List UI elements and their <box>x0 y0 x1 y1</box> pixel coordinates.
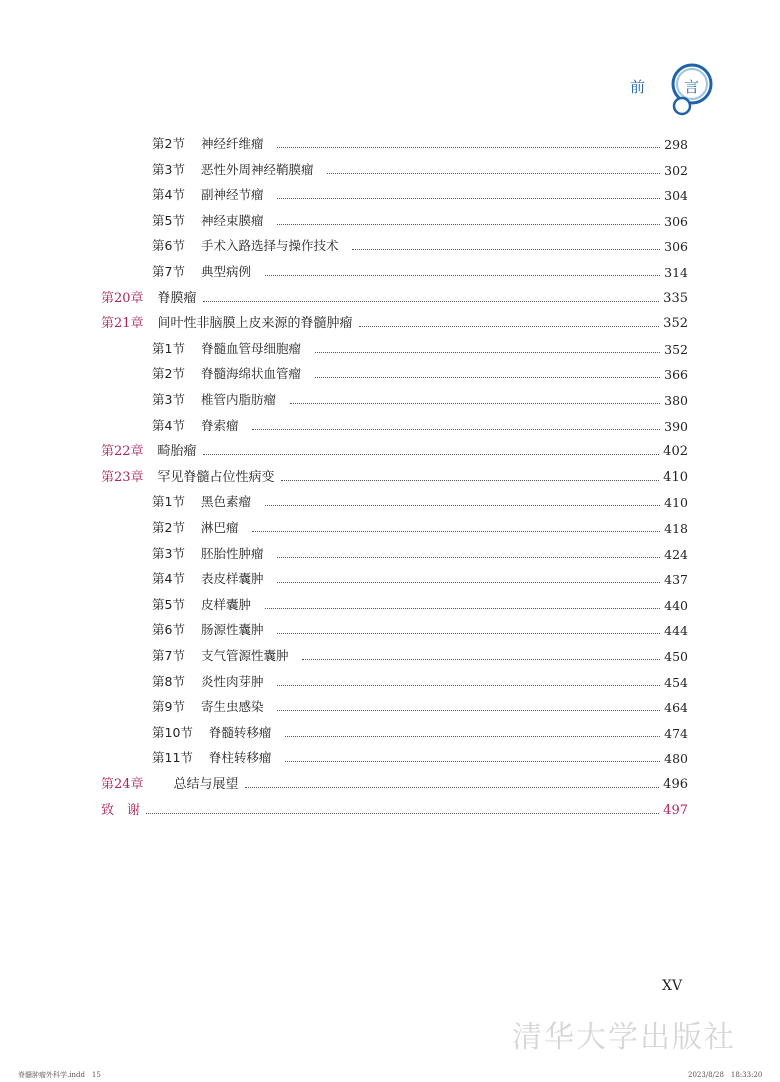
toc-section-row <box>152 693 688 715</box>
toc-section-row <box>152 719 688 741</box>
toc-dot-leader <box>359 325 660 327</box>
toc-dot-leader <box>277 556 660 558</box>
toc-section-row <box>152 642 688 664</box>
toc-page-number: 335 <box>663 290 688 306</box>
toc-number: 第22章 <box>101 444 144 460</box>
toc-section-row <box>152 565 688 587</box>
toc-page-number: 454 <box>664 674 688 690</box>
toc-section-row <box>152 181 688 203</box>
toc-dot-leader <box>265 274 660 276</box>
toc-number: 第5节 <box>152 596 185 612</box>
toc-section-row <box>152 130 688 152</box>
toc-title: 皮样囊肿 <box>200 596 251 612</box>
toc-section-row <box>152 360 688 382</box>
toc-number: 第4节 <box>152 571 185 587</box>
toc-title: 恶性外周神经鞘膜瘤 <box>200 161 314 177</box>
toc-title: 神经纤维瘤 <box>200 136 264 151</box>
page-number: XV <box>662 978 683 994</box>
toc-section-row <box>152 412 688 434</box>
toc-page-number: 298 <box>664 137 688 152</box>
footer-timestamp: 2023/8/28 18:33:20 <box>688 1071 763 1079</box>
toc-page-number: 480 <box>664 751 688 767</box>
toc-dot-leader <box>265 504 660 506</box>
toc-dot-leader <box>277 709 660 711</box>
toc-dot-leader <box>277 146 660 148</box>
toc-page-number: 444 <box>664 623 688 639</box>
toc-title: 神经束膜瘤 <box>200 212 264 228</box>
toc-dot-leader <box>315 376 660 378</box>
toc-number: 第3节 <box>152 545 185 561</box>
toc-dot-leader <box>277 197 660 199</box>
toc-number: 第4节 <box>152 187 185 203</box>
toc-number: 第6节 <box>152 622 185 638</box>
toc-title: 副神经节瘤 <box>200 187 264 203</box>
publisher-watermark: 清华大学出版社 <box>512 1020 736 1055</box>
toc-number: 第4节 <box>152 417 185 433</box>
toc-section-row <box>152 335 688 357</box>
toc-page-number: 424 <box>664 546 688 562</box>
toc-number: 第8节 <box>152 673 185 689</box>
toc-page-number: 352 <box>663 316 688 332</box>
toc-acknowledgement-row <box>101 796 688 818</box>
toc-page-number: 437 <box>664 572 688 588</box>
toc-page-number: 402 <box>663 444 688 460</box>
toc-page-number: 302 <box>664 162 688 178</box>
toc-title: 脊髓血管母细胞瘤 <box>200 340 301 356</box>
toc-number: 第3节 <box>152 392 185 407</box>
toc-title: 脊髓海绵状血管瘤 <box>200 366 301 382</box>
toc-dot-leader <box>265 607 660 609</box>
header-title: 前 言 <box>630 78 712 96</box>
footer-file-info: 脊髓肿瘤外科学.indd 15 <box>18 1071 101 1079</box>
toc-number: 第23章 <box>101 469 144 485</box>
toc-number: 第7节 <box>152 264 185 279</box>
toc-title: 罕见脊髓占位性病变 <box>157 469 275 485</box>
toc-dot-leader <box>290 402 660 404</box>
decorative-circles-icon <box>668 60 718 120</box>
toc-chapter-row <box>101 463 688 485</box>
toc-dot-leader <box>252 428 660 430</box>
toc-dot-leader <box>315 351 660 353</box>
toc-dot-leader <box>277 684 660 686</box>
toc-number: 第3节 <box>152 161 185 177</box>
toc-section-row <box>152 386 688 408</box>
toc-number: 第11节 <box>152 750 193 766</box>
toc-number: 第2节 <box>152 366 185 382</box>
toc-title: 手术入路选择与操作技术 <box>200 238 339 254</box>
toc-section-row <box>152 616 688 638</box>
toc-number: 第2节 <box>152 520 185 535</box>
toc-number: 第10节 <box>152 724 193 740</box>
toc-page-number: 440 <box>664 597 688 613</box>
toc-title: 脊髓转移瘤 <box>208 724 272 740</box>
toc-page-number: 410 <box>664 495 688 511</box>
toc-section-row <box>152 488 688 510</box>
toc-number: 致 谢 <box>101 802 141 818</box>
toc-number: 第9节 <box>152 699 185 715</box>
toc-title: 脊索瘤 <box>200 417 239 433</box>
toc-chapter-row <box>101 770 688 792</box>
toc-dot-leader <box>352 248 660 250</box>
toc-page-number: 306 <box>664 213 688 229</box>
toc-title: 畸胎瘤 <box>157 444 197 460</box>
toc-title: 脊柱转移瘤 <box>208 750 272 766</box>
toc-title: 椎管内脂肪瘤 <box>200 392 276 407</box>
toc-dot-leader <box>252 530 660 532</box>
toc-page-number: 304 <box>664 188 688 204</box>
toc-section-row <box>152 744 688 766</box>
toc-page-number: 464 <box>664 700 688 716</box>
toc-section-row <box>152 540 688 562</box>
toc-page-number: 474 <box>664 725 688 741</box>
toc-dot-leader <box>281 479 660 481</box>
toc-page-number: 450 <box>664 649 688 664</box>
toc-page-number: 366 <box>664 367 688 383</box>
toc-section-row <box>152 207 688 229</box>
toc-dot-leader <box>245 786 660 788</box>
toc-number: 第20章 <box>101 290 144 306</box>
toc-title: 支气管源性囊肿 <box>200 648 289 663</box>
toc-title: 表皮样囊肿 <box>200 571 264 587</box>
toc-title: 炎性肉芽肿 <box>200 673 264 689</box>
toc-page-number: 380 <box>664 393 688 408</box>
toc-page-number: 497 <box>663 802 688 818</box>
toc-dot-leader <box>146 812 659 814</box>
toc-section-row <box>152 156 688 178</box>
toc-dot-leader <box>302 658 660 660</box>
toc-section-row <box>152 232 688 254</box>
toc-page-number: 496 <box>663 777 688 792</box>
toc-number: 第21章 <box>101 316 144 332</box>
toc-number: 第1节 <box>152 494 185 510</box>
toc-dot-leader <box>203 453 660 455</box>
toc-number: 第6节 <box>152 238 185 254</box>
toc-dot-leader <box>277 632 660 634</box>
toc-page-number: 306 <box>664 239 688 255</box>
toc-dot-leader <box>285 760 660 762</box>
toc-chapter-row <box>101 437 688 459</box>
toc-title: 总结与展望 <box>173 777 239 792</box>
toc-number: 第24章 <box>101 777 144 792</box>
toc-page-number: 418 <box>664 521 688 536</box>
toc-title: 脊膜瘤 <box>157 290 197 306</box>
toc-chapter-row <box>101 309 688 331</box>
toc-dot-leader <box>203 300 660 302</box>
toc-dot-leader <box>277 223 660 225</box>
toc-dot-leader <box>277 581 660 583</box>
toc-chapter-row <box>101 284 688 306</box>
toc-number: 第7节 <box>152 648 185 663</box>
toc-title: 肠源性囊肿 <box>200 622 264 638</box>
toc-number: 第5节 <box>152 212 185 228</box>
toc-title: 胚胎性肿瘤 <box>200 545 264 561</box>
toc-page-number: 410 <box>663 469 688 485</box>
toc-title: 淋巴瘤 <box>200 520 239 535</box>
toc-number: 第1节 <box>152 340 185 356</box>
toc-number: 第2节 <box>152 136 185 151</box>
toc-dot-leader <box>285 735 660 737</box>
toc-title: 间叶性非脑膜上皮来源的脊髓肿瘤 <box>157 316 353 332</box>
toc-title: 寄生虫感染 <box>200 699 264 715</box>
toc-section-row <box>152 591 688 613</box>
toc-page-number: 352 <box>664 341 688 357</box>
toc-page-number: 314 <box>664 265 688 280</box>
toc-title: 黑色素瘤 <box>200 494 251 510</box>
toc-section-row <box>152 668 688 690</box>
toc-page-number: 390 <box>664 418 688 434</box>
toc-dot-leader <box>327 172 660 174</box>
toc-section-row <box>152 258 688 280</box>
toc-section-row <box>152 514 688 536</box>
toc-title: 典型病例 <box>200 264 251 279</box>
